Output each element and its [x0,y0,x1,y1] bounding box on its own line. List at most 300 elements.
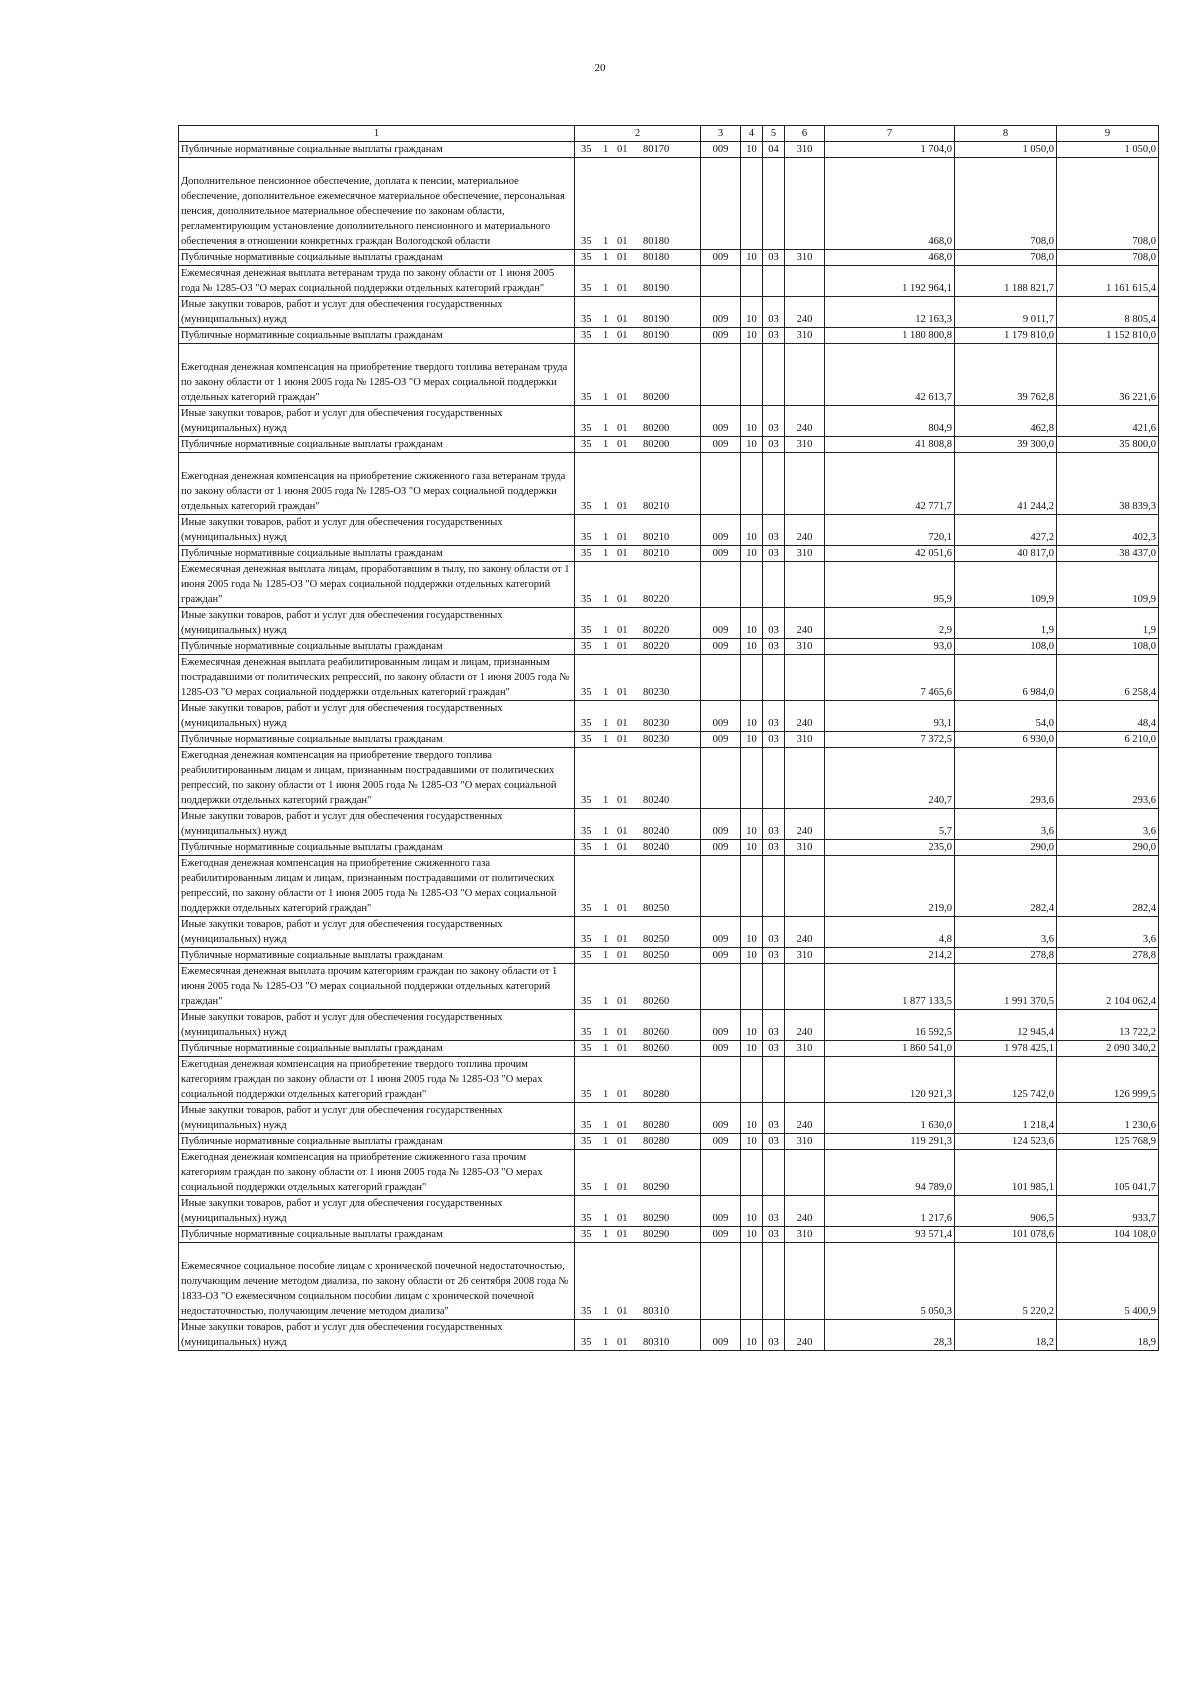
code-part: 01 [617,1089,628,1100]
header-col-7: 7 [825,126,955,142]
row-section: 10 [741,328,763,344]
row-ministry: 009 [701,701,741,732]
row-amount-year-1: 120 921,3 [825,1057,955,1103]
row-amount-year-2: 6 930,0 [955,732,1057,748]
row-ministry: 009 [701,546,741,562]
code-part: 01 [617,950,628,961]
row-expense-type [785,158,825,250]
row-expense-type: 310 [785,1134,825,1150]
row-amount-year-1: 7 372,5 [825,732,955,748]
row-subsection [763,655,785,701]
row-amount-year-2: 5 220,2 [955,1243,1057,1320]
row-amount-year-3: 3,6 [1057,809,1159,840]
row-subsection [763,266,785,297]
row-amount-year-1: 219,0 [825,856,955,917]
row-expense-type [785,1243,825,1320]
code-part: 01 [617,1306,628,1317]
code-part: 1 [603,795,609,806]
row-name: Публичные нормативные социальные выплаты гражданам [179,948,575,964]
row-expense-type: 310 [785,639,825,655]
row-subsection: 03 [763,1196,785,1227]
code-part: 80200 [643,423,670,434]
code-part: 1 [603,996,609,1007]
code-part: 01 [617,687,628,698]
code-part: 01 [617,1213,628,1224]
row-section: 10 [741,809,763,840]
code-part: 35 [581,439,592,450]
row-ministry: 009 [701,948,741,964]
code-part: 01 [617,548,628,559]
code-part: 35 [581,826,592,837]
row-code [575,158,701,250]
row-ministry: 009 [701,297,741,328]
row-section [741,266,763,297]
code-part: 01 [617,314,628,325]
row-name: Иные закупки товаров, работ и услуг для обеспечения государственных (муниципальных) нужд [179,406,575,437]
code-part: 35 [581,330,592,341]
row-expense-type: 240 [785,809,825,840]
code-part: 35 [581,795,592,806]
row-subsection: 03 [763,809,785,840]
row-name: Ежегодная денежная компенсация на приобретение твердого топлива реабилитированным лицам и лицам, признанным пострадавшими от политических репрессий, по закону области от 1 июня 2005 года № 1285-ОЗ "О мерах социальной поддержки отдельных категорий граждан" [179,748,575,809]
code-part: 01 [617,718,628,729]
row-ministry: 009 [701,328,741,344]
row-amount-year-2: 1 991 370,5 [955,964,1057,1010]
row-name: Публичные нормативные социальные выплаты гражданам [179,639,575,655]
row-code [575,917,701,948]
row-amount-year-1: 5 050,3 [825,1243,955,1320]
code-part: 35 [581,1027,592,1038]
table-row [179,406,1159,437]
budget-table [178,125,1159,1351]
row-ministry: 009 [701,1134,741,1150]
code-part: 1 [603,734,609,745]
code-part: 1 [603,1089,609,1100]
row-amount-year-3: 1 050,0 [1057,142,1159,158]
row-subsection [763,748,785,809]
row-ministry: 009 [701,406,741,437]
row-subsection [763,453,785,515]
code-part: 35 [581,1136,592,1147]
row-expense-type: 310 [785,328,825,344]
row-code [575,437,701,453]
code-part: 35 [581,548,592,559]
header-col-3: 3 [701,126,741,142]
row-subsection: 03 [763,1320,785,1351]
code-part: 80220 [643,594,670,605]
row-amount-year-2: 39 300,0 [955,437,1057,453]
code-part: 35 [581,641,592,652]
code-part: 35 [581,1043,592,1054]
row-amount-year-1: 7 465,6 [825,655,955,701]
table-row [179,266,1159,297]
row-amount-year-2: 54,0 [955,701,1057,732]
code-part: 35 [581,734,592,745]
row-expense-type: 240 [785,1010,825,1041]
table-row [179,142,1159,158]
row-amount-year-1: 214,2 [825,948,955,964]
code-part: 01 [617,501,628,512]
header-col-6: 6 [785,126,825,142]
row-section [741,655,763,701]
code-part: 01 [617,625,628,636]
row-name: Публичные нормативные социальные выплаты гражданам [179,1227,575,1243]
code-part: 1 [603,1136,609,1147]
row-subsection: 03 [763,639,785,655]
row-ministry: 009 [701,1227,741,1243]
row-subsection: 03 [763,1134,785,1150]
row-ministry [701,158,741,250]
row-amount-year-2: 41 244,2 [955,453,1057,515]
row-subsection: 03 [763,250,785,266]
code-part: 80190 [643,314,670,325]
row-amount-year-1: 95,9 [825,562,955,608]
row-amount-year-3: 421,6 [1057,406,1159,437]
row-name: Ежемесячная денежная выплата лицам, проработавшим в тылу, по закону области от 1 июня 2005 года № 1285-ОЗ "О мерах социальной поддержки отдельных категорий граждан" [179,562,575,608]
row-amount-year-1: 720,1 [825,515,955,546]
code-part: 35 [581,625,592,636]
row-expense-type [785,1150,825,1196]
table-row [179,809,1159,840]
code-part: 80250 [643,903,670,914]
row-amount-year-2: 1 978 425,1 [955,1041,1057,1057]
row-code [575,732,701,748]
row-amount-year-3: 109,9 [1057,562,1159,608]
row-subsection: 03 [763,917,785,948]
row-code [575,856,701,917]
row-code [575,1103,701,1134]
row-section: 10 [741,1227,763,1243]
row-ministry: 009 [701,917,741,948]
code-part: 80200 [643,392,670,403]
code-part: 1 [603,1043,609,1054]
code-part: 35 [581,423,592,434]
code-part: 80260 [643,996,670,1007]
row-amount-year-1: 12 163,3 [825,297,955,328]
row-expense-type [785,856,825,917]
row-amount-year-3: 5 400,9 [1057,1243,1159,1320]
table-row [179,948,1159,964]
code-part: 80280 [643,1120,670,1131]
row-section: 10 [741,546,763,562]
row-subsection: 03 [763,406,785,437]
code-part: 1 [603,826,609,837]
row-code [575,1010,701,1041]
code-part: 01 [617,1229,628,1240]
row-code [575,562,701,608]
header-col-5: 5 [763,126,785,142]
row-expense-type [785,266,825,297]
code-part: 01 [617,252,628,263]
row-ministry: 009 [701,1041,741,1057]
code-part: 80210 [643,548,670,559]
row-name: Публичные нормативные социальные выплаты гражданам [179,732,575,748]
code-part: 35 [581,996,592,1007]
row-amount-year-2: 1 179 810,0 [955,328,1057,344]
row-amount-year-1: 1 860 541,0 [825,1041,955,1057]
row-amount-year-1: 41 808,8 [825,437,955,453]
row-amount-year-3: 293,6 [1057,748,1159,809]
code-part: 1 [603,903,609,914]
code-part: 35 [581,1120,592,1131]
row-ministry: 009 [701,608,741,639]
row-amount-year-1: 93 571,4 [825,1227,955,1243]
row-amount-year-3: 38 839,3 [1057,453,1159,515]
code-part: 35 [581,1306,592,1317]
row-code [575,546,701,562]
row-amount-year-1: 42 771,7 [825,453,955,515]
code-part: 80230 [643,687,670,698]
row-name: Иные закупки товаров, работ и услуг для обеспечения государственных (муниципальных) нужд [179,608,575,639]
code-part: 1 [603,283,609,294]
code-part: 1 [603,314,609,325]
row-name: Иные закупки товаров, работ и услуг для обеспечения государственных (муниципальных) нужд [179,515,575,546]
row-name: Ежемесячная денежная выплата реабилитированным лицам и лицам, признанным пострадавшими от политических репрессий, по закону области от 1 июня 2005 года № 1285-ОЗ "О мерах социальной поддержки отдельных категорий граждан" [179,655,575,701]
row-name: Иные закупки товаров, работ и услуг для обеспечения государственных (муниципальных) нужд [179,1320,575,1351]
row-amount-year-2: 3,6 [955,809,1057,840]
row-amount-year-1: 16 592,5 [825,1010,955,1041]
row-amount-year-2: 101 078,6 [955,1227,1057,1243]
row-name: Ежегодная денежная компенсация на приобретение твердого топлива ветеранам труда по закону области от 1 июня 2005 года № 1285-ОЗ "О мерах социальной поддержки отдельных категорий граждан" [179,344,575,406]
row-subsection: 03 [763,437,785,453]
row-amount-year-3: 290,0 [1057,840,1159,856]
row-amount-year-3: 1 230,6 [1057,1103,1159,1134]
table-row [179,328,1159,344]
row-ministry: 009 [701,1320,741,1351]
row-amount-year-1: 468,0 [825,250,955,266]
table-row [179,608,1159,639]
code-part: 35 [581,1213,592,1224]
row-ministry [701,1150,741,1196]
code-part: 80310 [643,1306,670,1317]
row-expense-type: 310 [785,840,825,856]
row-expense-type [785,964,825,1010]
row-amount-year-2: 40 817,0 [955,546,1057,562]
code-part: 1 [603,934,609,945]
table-row [179,437,1159,453]
table-row [179,1010,1159,1041]
code-part: 01 [617,532,628,543]
row-subsection [763,856,785,917]
code-part: 01 [617,330,628,341]
table-row [179,732,1159,748]
row-expense-type: 310 [785,142,825,158]
row-section: 10 [741,608,763,639]
code-part: 80180 [643,236,670,247]
table-row [179,250,1159,266]
row-amount-year-2: 290,0 [955,840,1057,856]
code-part: 1 [603,625,609,636]
row-ministry: 009 [701,1010,741,1041]
code-part: 01 [617,1182,628,1193]
code-part: 80280 [643,1089,670,1100]
code-part: 01 [617,423,628,434]
row-section: 10 [741,1320,763,1351]
row-code [575,1196,701,1227]
row-name: Иные закупки товаров, работ и услуг для обеспечения государственных (муниципальных) нужд [179,701,575,732]
row-subsection [763,1057,785,1103]
row-expense-type: 240 [785,917,825,948]
row-section: 10 [741,1010,763,1041]
row-amount-year-3: 2 104 062,4 [1057,964,1159,1010]
code-part: 1 [603,548,609,559]
code-part: 80290 [643,1182,670,1193]
table-row [179,1320,1159,1351]
table-row [179,701,1159,732]
code-part: 35 [581,1337,592,1348]
code-part: 80230 [643,734,670,745]
row-ministry [701,964,741,1010]
row-section: 10 [741,406,763,437]
code-part: 1 [603,1120,609,1131]
row-amount-year-3: 18,9 [1057,1320,1159,1351]
row-subsection [763,344,785,406]
row-name: Ежемесячная денежная выплата прочим категориям граждан по закону области от 1 июня 2005 года № 1285-ОЗ "О мерах социальной поддержки отдельных категорий граждан" [179,964,575,1010]
code-part: 1 [603,252,609,263]
code-part: 1 [603,1229,609,1240]
code-part: 35 [581,283,592,294]
row-subsection [763,1150,785,1196]
row-subsection: 03 [763,515,785,546]
row-name: Иные закупки товаров, работ и услуг для обеспечения государственных (муниципальных) нужд [179,1103,575,1134]
row-section [741,1057,763,1103]
code-part: 80170 [643,144,670,155]
code-part: 35 [581,501,592,512]
row-amount-year-2: 18,2 [955,1320,1057,1351]
code-part: 01 [617,996,628,1007]
row-code [575,344,701,406]
code-part: 01 [617,283,628,294]
row-amount-year-3: 108,0 [1057,639,1159,655]
row-amount-year-2: 282,4 [955,856,1057,917]
code-part: 80190 [643,283,670,294]
row-section: 10 [741,1134,763,1150]
row-amount-year-3: 6 210,0 [1057,732,1159,748]
code-part: 80250 [643,934,670,945]
table-row [179,1103,1159,1134]
row-code [575,297,701,328]
table-row [179,158,1159,250]
code-part: 35 [581,144,592,155]
row-subsection: 03 [763,1010,785,1041]
table-row [179,840,1159,856]
row-amount-year-2: 906,5 [955,1196,1057,1227]
row-section: 10 [741,732,763,748]
row-ministry: 009 [701,809,741,840]
code-part: 1 [603,236,609,247]
table-row [179,856,1159,917]
row-amount-year-1: 1 630,0 [825,1103,955,1134]
code-part: 80260 [643,1043,670,1054]
row-subsection [763,158,785,250]
row-ministry: 009 [701,1103,741,1134]
row-code [575,948,701,964]
code-part: 35 [581,718,592,729]
code-part: 80260 [643,1027,670,1038]
row-ministry [701,453,741,515]
row-name: Иные закупки товаров, работ и услуг для обеспечения государственных (муниципальных) нужд [179,1010,575,1041]
row-amount-year-3: 933,7 [1057,1196,1159,1227]
code-part: 01 [617,795,628,806]
row-amount-year-2: 1 188 821,7 [955,266,1057,297]
row-amount-year-1: 1 877 133,5 [825,964,955,1010]
row-name: Публичные нормативные социальные выплаты гражданам [179,1134,575,1150]
row-expense-type: 240 [785,1320,825,1351]
code-part: 35 [581,236,592,247]
code-part: 1 [603,1182,609,1193]
row-code [575,1057,701,1103]
code-part: 80280 [643,1136,670,1147]
row-amount-year-1: 468,0 [825,158,955,250]
table-row [179,639,1159,655]
row-ministry: 009 [701,515,741,546]
code-part: 80200 [643,439,670,450]
row-amount-year-1: 1 180 800,8 [825,328,955,344]
row-code [575,655,701,701]
row-expense-type: 240 [785,701,825,732]
row-code [575,266,701,297]
header-col-1: 1 [179,126,575,142]
row-amount-year-1: 94 789,0 [825,1150,955,1196]
code-part: 1 [603,532,609,543]
row-code [575,328,701,344]
code-part: 80250 [643,950,670,961]
row-code [575,515,701,546]
row-code [575,809,701,840]
code-part: 80220 [643,625,670,636]
row-name: Ежегодная денежная компенсация на приобретение сжиженного газа ветеранам труда по закону области от 1 июня 2005 года № 1285-ОЗ "О мерах социальной поддержки отдельных категорий граждан" [179,453,575,515]
row-code [575,406,701,437]
row-expense-type: 310 [785,732,825,748]
row-ministry [701,562,741,608]
row-section: 10 [741,639,763,655]
row-section: 10 [741,840,763,856]
code-part: 01 [617,144,628,155]
row-amount-year-2: 293,6 [955,748,1057,809]
table-row [179,1150,1159,1196]
row-amount-year-1: 1 192 964,1 [825,266,955,297]
table-row [179,344,1159,406]
code-part: 1 [603,144,609,155]
code-part: 80190 [643,330,670,341]
row-expense-type: 310 [785,546,825,562]
row-amount-year-3: 105 041,7 [1057,1150,1159,1196]
code-part: 1 [603,392,609,403]
code-part: 35 [581,934,592,945]
table-row [179,297,1159,328]
row-amount-year-2: 9 011,7 [955,297,1057,328]
row-amount-year-1: 1 217,6 [825,1196,955,1227]
row-amount-year-2: 101 985,1 [955,1150,1057,1196]
row-name: Ежегодная денежная компенсация на приобретение сжиженного газа реабилитированным лицам и лицам, признанным пострадавшими от политических репрессий, по закону области от 1 июня 2005 года № 1285-ОЗ "О мерах социальной поддержки отдельных категорий граждан" [179,856,575,917]
row-ministry [701,748,741,809]
code-part: 1 [603,330,609,341]
row-amount-year-3: 38 437,0 [1057,546,1159,562]
row-name: Ежемесячная денежная выплата ветеранам труда по закону области от 1 июня 2005 года № 1285-ОЗ "О мерах социальной поддержки отдельных категорий граждан" [179,266,575,297]
row-code [575,608,701,639]
row-amount-year-3: 1 161 615,4 [1057,266,1159,297]
row-ministry: 009 [701,639,741,655]
code-part: 35 [581,392,592,403]
row-code [575,1320,701,1351]
row-expense-type [785,562,825,608]
code-part: 01 [617,1136,628,1147]
row-section: 10 [741,250,763,266]
row-section [741,1243,763,1320]
row-ministry: 009 [701,732,741,748]
row-amount-year-1: 1 704,0 [825,142,955,158]
code-part: 1 [603,842,609,853]
